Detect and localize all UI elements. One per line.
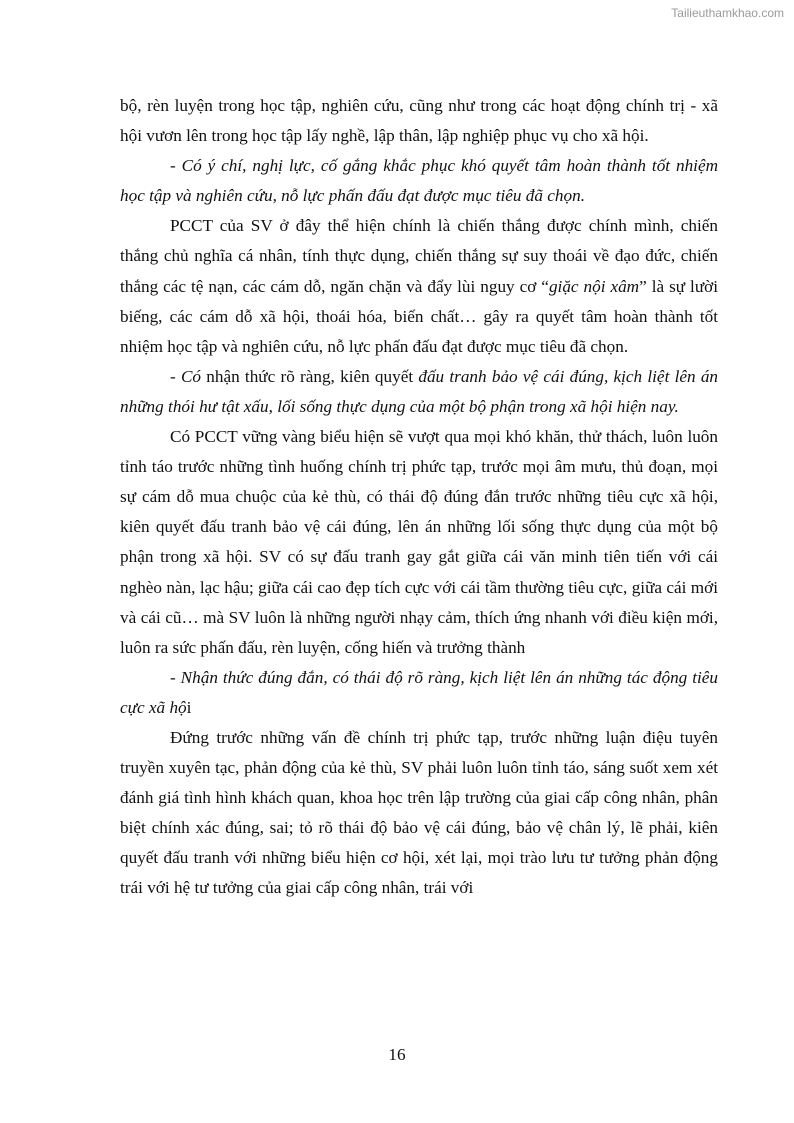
page-number: 16 <box>388 1045 406 1064</box>
paragraph-5: Có PCCT vững vàng biểu hiện sẽ vượt qua mọi khó khăn, thử thách, luôn luôn tỉnh táo trước những tình huống chính trị phức tạp, trước mọi âm mưu, thủ đoạn, mọi sự cám dỗ mua chuộc của kẻ thù, có thái độ đúng đắn trước những tiêu cực xã hội, kiên quyết đấu tranh bảo vệ cái đúng, lên án những lối sống thực dụng của một bộ phận trong xã hội. SV có sự đấu tranh gay gắt giữa cái văn minh tiên tiến với cái nghèo nàn, lạc hậu; giữa cái cao đẹp tích cực với cái tầm thường tiêu cực, giữa cái mới và cái cũ… mà SV luôn là những người nhạy cảm, thích ứng nhanh với điều kiện mới, luôn ra sức phấn đấu, rèn luyện, cống hiến và trưởng thành <box>120 427 718 657</box>
paragraph-6-text-a: - Nhận thức đúng đắn, có thái độ rõ ràng, kịch liệt lên án những tác động tiêu cực xã hộ <box>120 667 718 717</box>
paragraph-6 <box>120 663 718 723</box>
paragraph-2-italic: - Có ý chí, nghị lực, cố gắng khắc phục khó quyết tâm hoàn thành tốt nhiệm học tập và nghiên cứu, nỗ lực phấn đấu đạt được mục tiêu đã chọn. <box>120 156 718 206</box>
page-body <box>120 91 718 904</box>
paragraph-3-text-a: PCCT của SV ở đây thể hiện chính là chiến thắng được chính mình, chiến thắng chủ nghĩa cá nhân, tính thực dụng, chiến thắng sự suy thoái về đạo đức, chiến thắng các tệ nạn, các cám dỗ, ngăn chặn và đẩy lùi nguy cơ “ <box>120 216 718 296</box>
paragraph-4-text-a: - Có <box>170 366 207 386</box>
paragraph-3-text-b: ” là sự lười biếng, các cám dỗ xã hội, thoái hóa, biến chất… gây ra quyết tâm hoàn thành tốt nhiệm học tập và nghiên cứu, nỗ lực phấn đấu đạt được mục tiêu đã chọn. <box>120 276 718 356</box>
paragraph-4 <box>120 362 718 422</box>
paragraph-6-text-b: i <box>186 697 192 717</box>
paragraph-4-text-c: đấu tranh bảo vệ cái đúng, kịch liệt lên án những thói hư tật xấu, lối sống thực dụng của một bộ phận trong xã hội hiện nay. <box>120 366 719 416</box>
paragraph-7: Đứng trước những vấn đề chính trị phức tạp, trước những luận điệu tuyên truyền xuyên tạc, phản động của kẻ thù, SV phải luôn luôn tỉnh táo, sáng suốt xem xét đánh giá tình hình khách quan, khoa học trên lập trường của giai cấp công nhân, phân biệt chính xác đúng, sai; tỏ rõ thái độ bảo vệ cái đúng, bảo vệ chân lý, lẽ phải, kiên quyết đấu tranh với những biểu hiện cơ hội, xét lại, mọi trào lưu tư tưởng phản động trái với hệ tư tưởng của giai cấp công nhân, trái với <box>120 727 718 898</box>
watermark: Tailieuthamkhao.com <box>671 6 784 20</box>
paragraph-3-emphasis: giặc nội xâm <box>548 276 640 296</box>
paragraph-3 <box>120 211 718 361</box>
paragraph-1: bộ, rèn luyện trong học tập, nghiên cứu, cũng như trong các hoạt động chính trị - xã hội vươn lên trong học tập lấy nghề, lập thân, lập nghiệp phục vụ cho xã hội. <box>120 96 718 146</box>
paragraph-4-text-b: nhận thức rõ ràng, kiên quyết <box>206 366 419 386</box>
